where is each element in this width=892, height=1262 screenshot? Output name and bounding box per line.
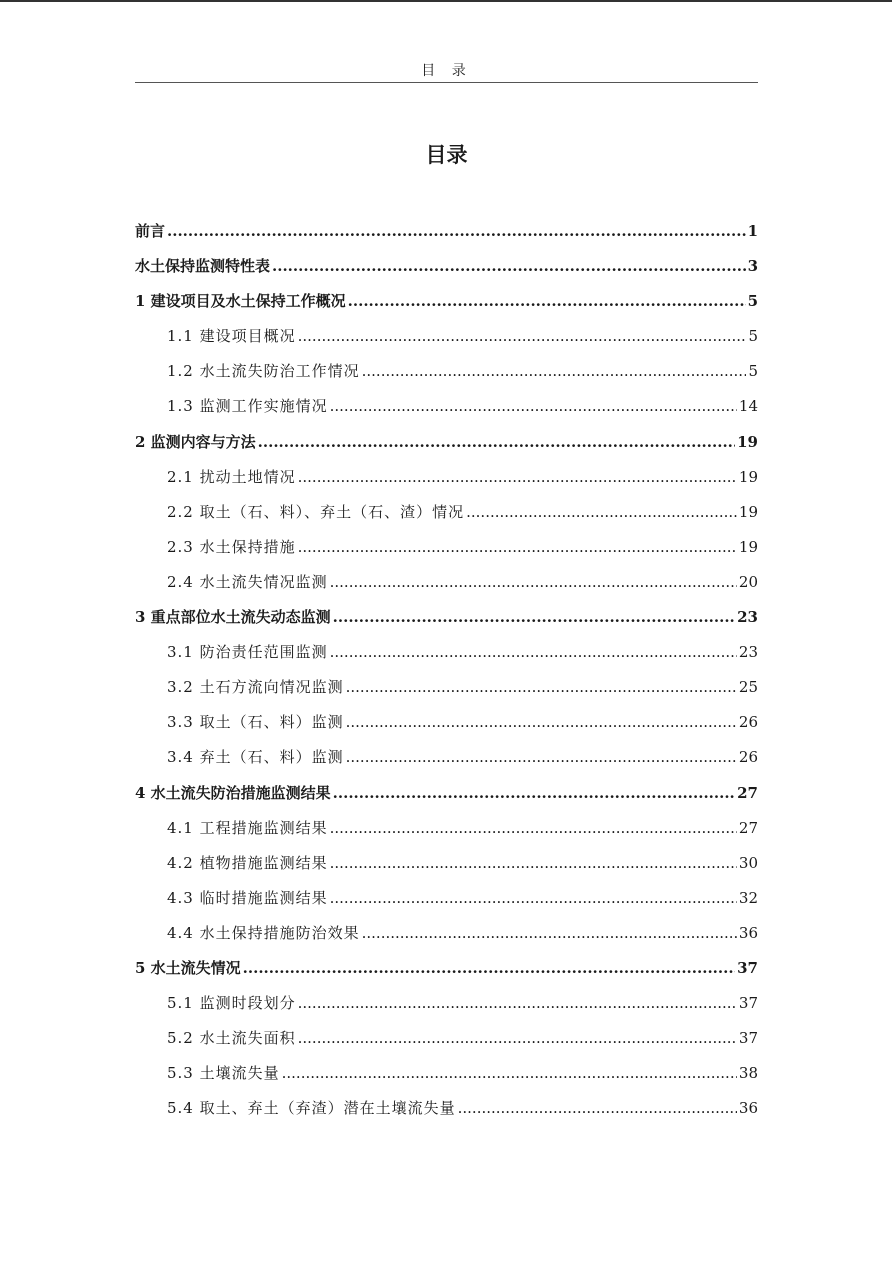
- toc-page-number: 19: [738, 467, 758, 486]
- toc-dot-leader: [346, 670, 737, 705]
- toc-page-number: 26: [738, 748, 758, 767]
- toc-page-number: 37: [738, 994, 758, 1013]
- toc-page-number: 23: [738, 643, 758, 662]
- toc-page-number: 36: [738, 923, 758, 942]
- toc-entry-chapter[interactable]: [135, 249, 758, 284]
- toc-dot-leader: [167, 214, 746, 249]
- toc-entry-title: 4 水土流失防治措施监测结果: [135, 783, 331, 802]
- toc-entry-title: 3.1 防治责任范围监测: [167, 643, 328, 662]
- toc-dot-leader: [298, 460, 737, 495]
- toc-page-number: 25: [738, 678, 758, 697]
- toc-page-number: 27: [738, 818, 758, 837]
- toc-entry-title: 3 重点部位水土流失动态监测: [135, 608, 331, 627]
- toc-entry-title: 4.3 临时措施监测结果: [167, 888, 328, 907]
- toc-page-number: 5: [747, 292, 758, 311]
- toc-entry-title: 1.3 监测工作实施情况: [167, 397, 328, 416]
- toc-entry-title: 2.2 取土（石、料）、弃土（石、渣）情况: [167, 502, 465, 521]
- toc-dot-leader: [282, 1056, 737, 1091]
- toc-page-number: 37: [737, 958, 758, 977]
- toc-entry-section[interactable]: [135, 1021, 758, 1056]
- toc-page-number: 30: [738, 853, 758, 872]
- toc-page-number: 3: [747, 257, 758, 276]
- toc-dot-leader: [466, 495, 737, 530]
- toc-entry-title: 前言: [135, 222, 166, 240]
- toc-entry-title: 1.2 水土流失防治工作情况: [167, 362, 360, 381]
- toc-dot-leader: [330, 389, 737, 424]
- toc-entry-chapter[interactable]: [135, 214, 758, 249]
- toc-entry-chapter[interactable]: [135, 600, 758, 635]
- toc-entry-title: 5 水土流失情况: [135, 958, 241, 977]
- toc-entry-title: 3.4 弃土（石、料）监测: [167, 748, 344, 767]
- toc-dot-leader: [330, 881, 737, 916]
- toc-entry-section[interactable]: [135, 670, 758, 705]
- toc-entry-section[interactable]: [135, 881, 758, 916]
- toc-dot-leader: [458, 1091, 737, 1126]
- toc-dot-leader: [346, 740, 737, 775]
- toc-entry-section[interactable]: [135, 916, 758, 951]
- toc-page-number: 32: [738, 888, 758, 907]
- toc-entry-section[interactable]: [135, 986, 758, 1021]
- toc-entry-title: 2 监测内容与方法: [135, 432, 256, 451]
- toc-page-number: 5: [748, 327, 758, 346]
- toc-entry-title: 4.4 水土保持措施防治效果: [167, 923, 360, 942]
- toc-entry-title: 3.3 取土（石、料）监测: [167, 713, 344, 732]
- page-title: 目录: [425, 142, 468, 167]
- toc-page-number: 36: [738, 1099, 758, 1118]
- toc-dot-leader: [346, 705, 737, 740]
- toc-entry-section[interactable]: [135, 705, 758, 740]
- toc-entry-section[interactable]: [135, 530, 758, 565]
- running-header: 目 录: [135, 60, 758, 83]
- toc-entry-chapter[interactable]: [135, 776, 758, 811]
- toc-page-number: 27: [737, 783, 758, 802]
- toc-entry-section[interactable]: [135, 1056, 758, 1091]
- toc-entry-title: 2.1 扰动土地情况: [167, 467, 296, 486]
- toc-dot-leader: [330, 635, 737, 670]
- toc-page-number: 38: [738, 1064, 758, 1083]
- toc-page-number: 5: [748, 362, 758, 381]
- toc-entry-title: 5.1 监测时段划分: [167, 994, 296, 1013]
- toc-entry-section[interactable]: [135, 565, 758, 600]
- toc-entry-section[interactable]: [135, 811, 758, 846]
- toc-page-number: 20: [738, 572, 758, 591]
- toc-dot-leader: [258, 425, 735, 460]
- toc-dot-leader: [298, 1021, 737, 1056]
- toc-page-number: 1: [747, 222, 758, 240]
- toc-dot-leader: [333, 776, 735, 811]
- toc-entry-section[interactable]: [135, 1091, 758, 1126]
- toc-dot-leader: [362, 916, 737, 951]
- toc-entry-title: 3.2 土石方流向情况监测: [167, 678, 344, 697]
- toc-entry-title: 1 建设项目及水土保持工作概况: [135, 292, 346, 311]
- toc-entry-title: 4.1 工程措施监测结果: [167, 818, 328, 837]
- toc-dot-leader: [298, 986, 737, 1021]
- toc-dot-leader: [362, 354, 747, 389]
- toc-entry-title: 5.3 土壤流失量: [167, 1064, 280, 1083]
- toc-entry-chapter[interactable]: [135, 284, 758, 319]
- toc-entry-title: 5.2 水土流失面积: [167, 1029, 296, 1048]
- toc-entry-title: 2.3 水土保持措施: [167, 537, 296, 556]
- toc-entry-section[interactable]: [135, 635, 758, 670]
- toc-entry-title: 5.4 取土、弃土（弃渣）潜在土壤流失量: [167, 1099, 456, 1118]
- toc-entry-section[interactable]: [135, 389, 758, 424]
- toc-entry-chapter[interactable]: [135, 425, 758, 460]
- toc-dot-leader: [243, 951, 735, 986]
- toc-page-number: 14: [738, 397, 758, 416]
- toc-entry-title: 2.4 水土流失情况监测: [167, 572, 328, 591]
- page-top-border: [0, 0, 892, 2]
- toc-page-number: 19: [737, 432, 758, 451]
- toc-entry-section[interactable]: [135, 319, 758, 354]
- toc-entry-section[interactable]: [135, 495, 758, 530]
- toc-entry-title: 4.2 植物措施监测结果: [167, 853, 328, 872]
- toc-entry-section[interactable]: [135, 740, 758, 775]
- toc-dot-leader: [330, 811, 737, 846]
- table-of-contents: [135, 214, 758, 1126]
- toc-dot-leader: [348, 284, 746, 319]
- toc-dot-leader: [330, 846, 737, 881]
- toc-dot-leader: [298, 319, 747, 354]
- toc-entry-title: 1.1 建设项目概况: [167, 327, 296, 346]
- toc-entry-section[interactable]: [135, 354, 758, 389]
- toc-page-number: 26: [738, 713, 758, 732]
- toc-dot-leader: [298, 530, 737, 565]
- toc-dot-leader: [272, 249, 746, 284]
- toc-page-number: 23: [737, 608, 758, 627]
- toc-page-number: 19: [738, 502, 758, 521]
- toc-entry-title: 水土保持监测特性表: [135, 257, 271, 276]
- toc-page-number: 37: [738, 1029, 758, 1048]
- toc-dot-leader: [333, 600, 735, 635]
- toc-entry-section[interactable]: [135, 460, 758, 495]
- toc-page-number: 19: [738, 537, 758, 556]
- toc-entry-chapter[interactable]: [135, 951, 758, 986]
- toc-entry-section[interactable]: [135, 846, 758, 881]
- toc-dot-leader: [330, 565, 737, 600]
